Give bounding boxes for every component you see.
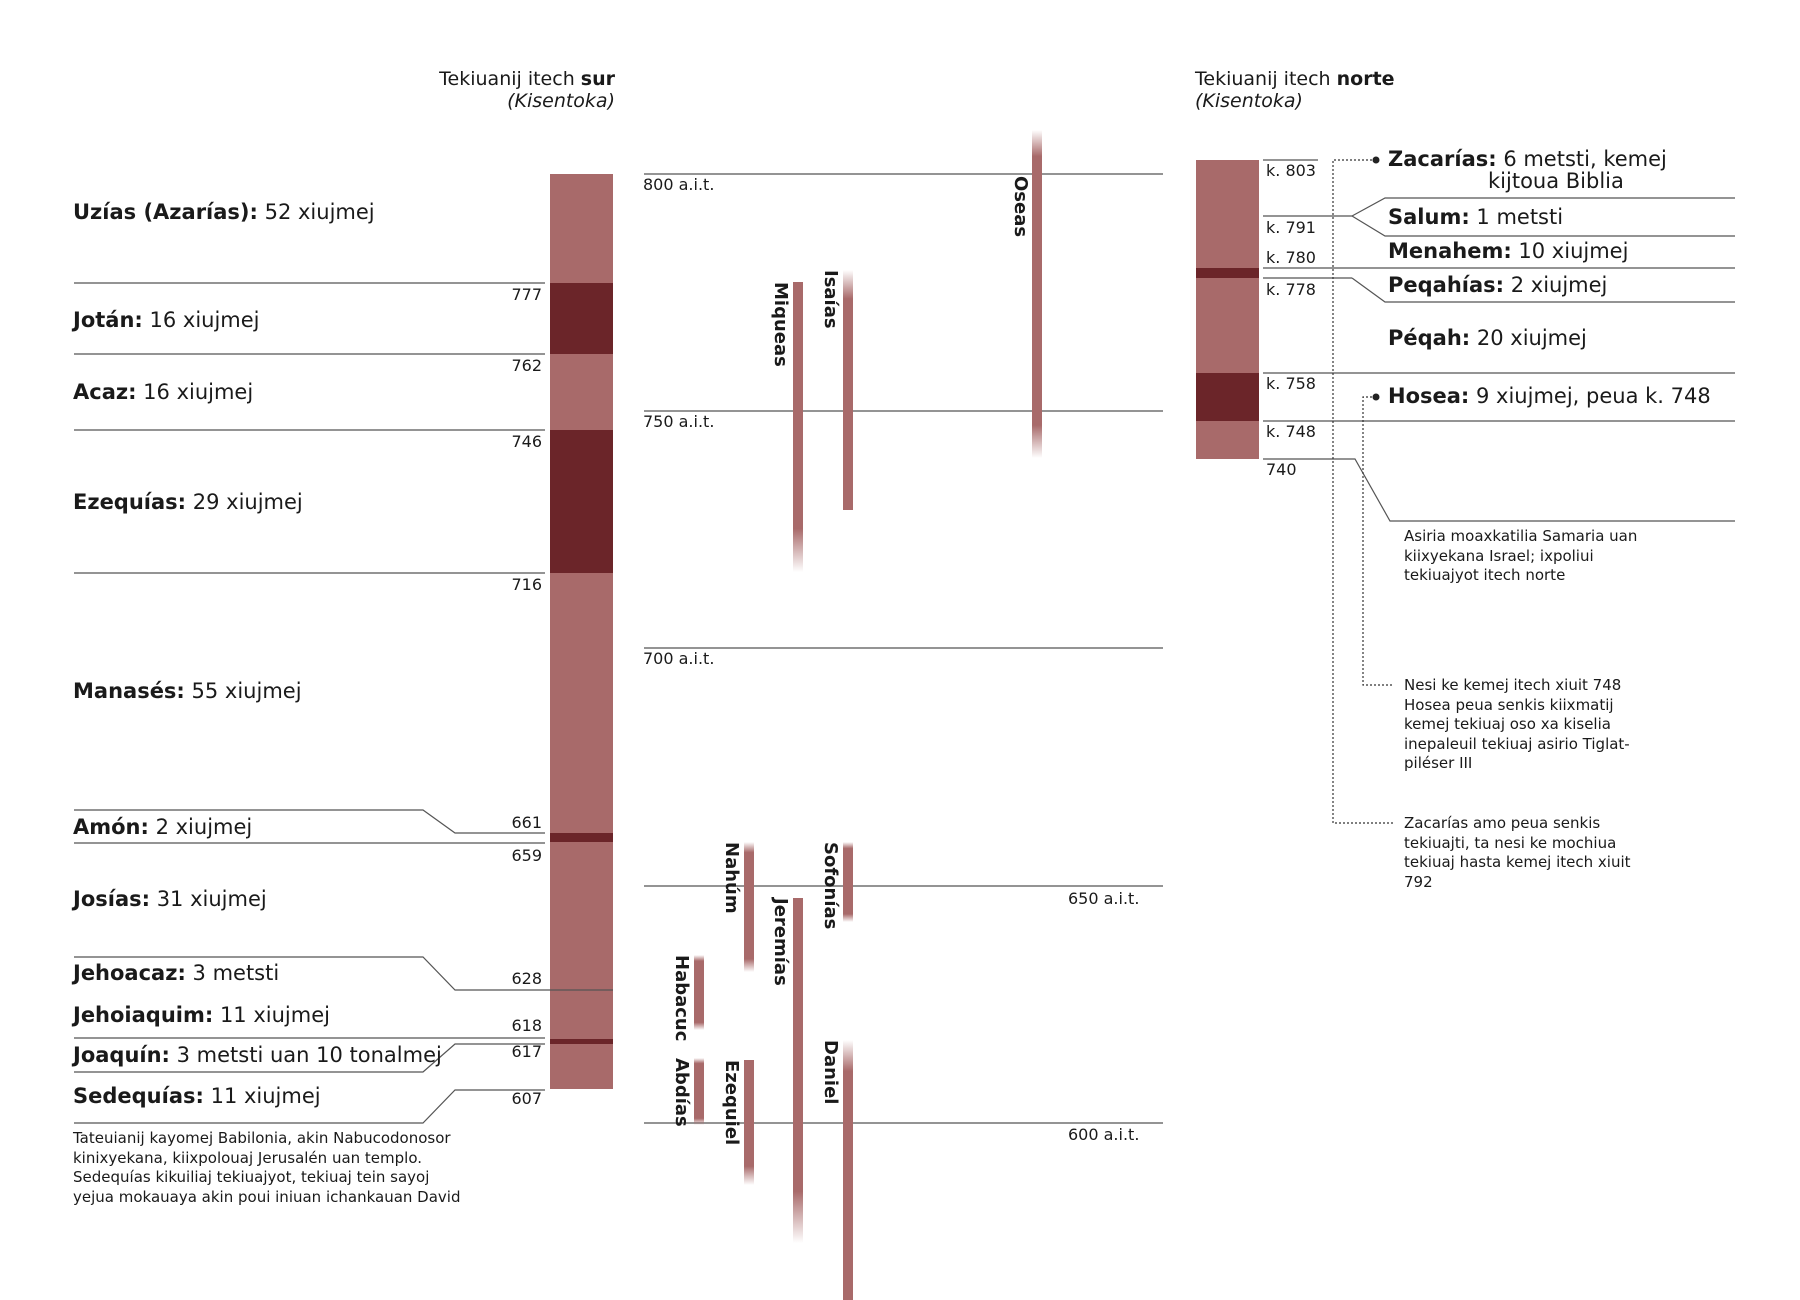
prophet-bar-ezequiel bbox=[744, 1060, 754, 1185]
south-bar-segment bbox=[550, 573, 613, 833]
south-king-label: Josías: 31 xiujmej bbox=[73, 887, 267, 911]
north-kingdom-header bbox=[1195, 68, 1455, 112]
timeline-label: 800 a.i.t. bbox=[643, 175, 715, 194]
south-king-label: Ezequías: 29 xiujmej bbox=[73, 490, 303, 514]
south-header-bold: sur bbox=[580, 68, 615, 90]
north-year-label: k. 780 bbox=[1266, 248, 1316, 267]
south-bar-segment bbox=[550, 174, 613, 283]
south-king-label: Acaz: 16 xiujmej bbox=[73, 380, 254, 404]
north-king-label: Salum: 1 metsti bbox=[1388, 205, 1564, 229]
prophet-label-jeremias: Jeremías bbox=[770, 898, 791, 986]
south-king-label: Jehoacaz: 3 metsti bbox=[73, 961, 280, 985]
north-bar-segment bbox=[1196, 268, 1259, 278]
prophet-label-abdias: Abdías bbox=[671, 1058, 692, 1127]
prophet-bar-sofonias bbox=[843, 842, 853, 922]
prophet-bar-abdias bbox=[694, 1058, 704, 1125]
south-bar-segment bbox=[550, 833, 613, 842]
timeline-label: 750 a.i.t. bbox=[643, 412, 715, 431]
north-header-sub: (Kisentoka) bbox=[1195, 90, 1303, 112]
north-year-label: k. 803 bbox=[1266, 161, 1316, 180]
dotted-connectors bbox=[1333, 160, 1393, 823]
babylon-note: Tateuianij kayomej Babilonia, akin Nabucodonosor kinixyekana, kiixpolouaj Jerusalén uan templo. Sedequías kikuiliaj tekiuajyot, tekiuaj tein sayoj yejua mokauaya akin poui iniuan ichankauan David bbox=[73, 1129, 461, 1206]
south-year-label: 661 bbox=[511, 813, 542, 832]
zacarias-dot bbox=[1373, 157, 1380, 164]
north-kingdom-bar bbox=[1196, 160, 1259, 459]
south-year-label: 716 bbox=[511, 575, 542, 594]
prophet-label-daniel: Daniel bbox=[820, 1040, 841, 1105]
zacarias-note: Zacarías amo peua senkis tekiuajti, ta nesi ke mochiua tekiuaj hasta kemej itech xiuit 792 bbox=[1404, 814, 1631, 891]
hosea-note: Nesi ke kemej itech xiuit 748 Hosea peua senkis kiixmatij kemej tekiuaj oso xa kiselia inepaleuil tekiuaj asirio Tiglat-piléser III bbox=[1404, 676, 1630, 772]
south-year-label: 628 bbox=[511, 969, 542, 988]
north-king-label: Zacarías: 6 metsti, kemej kijtoua Biblia bbox=[1388, 147, 1667, 193]
south-bar-segment bbox=[550, 430, 613, 573]
south-year-label: 617 bbox=[511, 1042, 542, 1061]
south-bar-segment bbox=[550, 354, 613, 430]
north-year-label: k. 791 bbox=[1266, 218, 1316, 237]
prophet-bar-oseas bbox=[1032, 130, 1042, 458]
prophet-bar-isaias bbox=[843, 270, 853, 510]
timeline-lines bbox=[644, 174, 1163, 1123]
timeline-label: 700 a.i.t. bbox=[643, 649, 715, 668]
north-year-label: k. 758 bbox=[1266, 374, 1316, 393]
north-header-text: Tekiuanij itech bbox=[1195, 68, 1337, 90]
south-king-label: Jotán: 16 xiujmej bbox=[73, 308, 260, 332]
south-king-label: Manasés: 55 xiujmej bbox=[73, 679, 302, 703]
prophet-bar-habacuc bbox=[694, 955, 704, 1030]
timeline-label: 600 a.i.t. bbox=[1068, 1125, 1140, 1144]
prophet-bar-daniel bbox=[843, 1040, 853, 1300]
prophet-bar-miqueas bbox=[793, 282, 803, 572]
south-separators bbox=[74, 283, 613, 1123]
prophet-bar-jeremias bbox=[793, 898, 803, 1243]
north-king-label: Peqahías: 2 xiujmej bbox=[1388, 273, 1608, 297]
north-king-label: Hosea: 9 xiujmej, peua k. 748 bbox=[1388, 384, 1711, 408]
prophet-bars bbox=[694, 130, 1042, 1300]
south-bar-segment bbox=[550, 842, 613, 1039]
prophet-label-oseas: Oseas bbox=[1010, 176, 1031, 238]
south-year-label: 618 bbox=[511, 1016, 542, 1035]
south-king-label: Sedequías: 11 xiujmej bbox=[73, 1084, 321, 1108]
north-bar-segment bbox=[1196, 160, 1259, 268]
samaria-note: Asiria moaxkatilia Samaria uan kiixyekana Israel; ixpoliui tekiuajyot itech norte bbox=[1404, 527, 1638, 584]
north-bar-segment bbox=[1196, 278, 1259, 373]
south-header-sub: (Kisentoka) bbox=[507, 90, 615, 112]
south-king-label: Amón: 2 xiujmej bbox=[73, 815, 253, 839]
prophet-bar-nahum bbox=[744, 842, 754, 972]
prophet-label-isaias: Isaías bbox=[820, 270, 841, 329]
south-bar-segment bbox=[550, 1044, 613, 1089]
north-bar-segment bbox=[1196, 373, 1259, 421]
south-year-label: 777 bbox=[511, 285, 542, 304]
north-bar-segment bbox=[1196, 421, 1259, 459]
hosea-dot bbox=[1373, 394, 1380, 401]
north-year-label: k. 748 bbox=[1266, 422, 1316, 441]
south-kingdom-bar bbox=[550, 174, 613, 1089]
south-year-label: 746 bbox=[511, 432, 542, 451]
south-header-text: Tekiuanij itech bbox=[439, 68, 581, 90]
south-bar-segment bbox=[550, 1039, 613, 1044]
south-king-label: Jehoiaquim: 11 xiujmej bbox=[73, 1003, 330, 1027]
north-year-label: 740 bbox=[1266, 460, 1297, 479]
prophet-label-habacuc: Habacuc bbox=[671, 955, 692, 1042]
north-header-bold: norte bbox=[1336, 68, 1395, 90]
north-year-label: k. 778 bbox=[1266, 280, 1316, 299]
south-bar-segment bbox=[550, 283, 613, 354]
prophet-label-sofonias: Sofonías bbox=[820, 842, 841, 930]
prophet-label-miqueas: Miqueas bbox=[770, 282, 791, 367]
south-year-label: 607 bbox=[511, 1089, 542, 1108]
north-king-label: Menahem: 10 xiujmej bbox=[1388, 239, 1629, 263]
south-king-label: Joaquín: 3 metsti uan 10 tonalmej bbox=[73, 1043, 442, 1067]
south-year-label: 762 bbox=[511, 356, 542, 375]
prophet-label-ezequiel: Ezequiel bbox=[721, 1060, 742, 1146]
south-year-label: 659 bbox=[511, 846, 542, 865]
timeline-label: 650 a.i.t. bbox=[1068, 889, 1140, 908]
north-king-label: Péqah: 20 xiujmej bbox=[1388, 326, 1587, 350]
prophet-label-nahum: Nahúm bbox=[721, 842, 742, 914]
south-king-label: Uzías (Azarías): 52 xiujmej bbox=[73, 200, 375, 224]
south-kingdom-header bbox=[415, 68, 615, 112]
